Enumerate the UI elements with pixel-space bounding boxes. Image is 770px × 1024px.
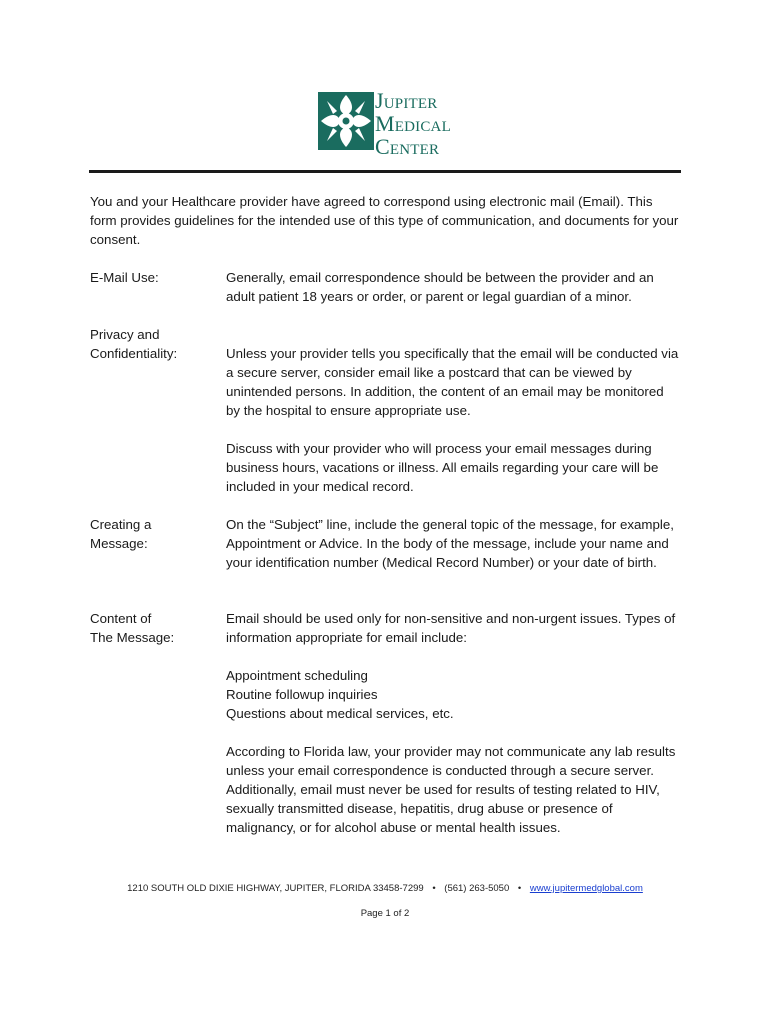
email-use-paragraph: Generally, email correspondence should be between the provider and an adult patient 18 years or order, or parent or legal guardian of a minor. — [226, 270, 654, 304]
privacy-paragraph-1: Unless your provider tells you specifically that the email will be conducted via a secure server, consider email like a postcard that can be viewed by unintended persons. In addition, the content of an email may be monitored by the hospital to ensure appropriate use. — [226, 346, 679, 418]
footer-separator: • — [432, 883, 436, 894]
label-privacy-line1: Privacy and — [90, 327, 160, 342]
creating-paragraph: On the “Subject” line, include the general topic of the message, for example, Appointment or Advice. In the body of the message, include your name and your identification number (Medical Record Number) or your date of birth. — [226, 517, 674, 570]
label-content-message — [90, 609, 220, 647]
footer-contact — [0, 883, 770, 894]
label-content-line1: Content of — [90, 611, 152, 626]
intro-paragraph: You and your Healthcare provider have agreed to correspond using electronic mail (Email). This form provides guidelines for the intended use of this type of communication, and documents for your consent. — [90, 194, 679, 247]
list-item: Appointment scheduling — [226, 668, 368, 683]
section-privacy — [226, 344, 681, 496]
label-creating-message — [90, 515, 220, 553]
header-divider — [89, 170, 681, 173]
label-content-line2: The Message: — [90, 630, 175, 645]
logo-wordmark — [375, 88, 451, 160]
footer-website-link[interactable]: www.jupitermedglobal.com — [529, 883, 643, 894]
list-item: Routine followup inquiries — [226, 687, 378, 702]
section-email-use — [226, 268, 681, 306]
page-number: Page 1 of 2 — [360, 908, 410, 919]
label-creating-line2: Message: — [90, 536, 148, 551]
logo-mark-icon — [318, 92, 374, 150]
label-privacy-line2: Confidentiality: — [90, 346, 178, 361]
content-paragraph-1: Email should be used only for non-sensitive and non-urgent issues. Types of information appropriate for email include: — [226, 611, 676, 645]
footer-separator: • — [517, 883, 522, 894]
logo-line-1: JUPITER — [375, 88, 438, 113]
logo-line-3: CENTER — [375, 134, 440, 159]
privacy-paragraph-2: Discuss with your provider who will process your email messages during business hours, vacations or illness. All emails regarding your care will be included in your medical record. — [226, 441, 659, 494]
label-privacy — [90, 325, 220, 363]
section-creating-message — [226, 515, 681, 572]
footer-address: 1210 SOUTH OLD DIXIE HIGHWAY, JUPITER, FLORIDA 33458-7299 — [127, 883, 424, 894]
label-creating-line1: Creating a — [90, 517, 152, 532]
jupiter-medical-center-logo — [318, 88, 468, 159]
label-email-use: E-Mail Use: — [90, 270, 159, 285]
content-list — [226, 666, 681, 723]
list-item: Questions about medical services, etc. — [226, 706, 454, 721]
footer-phone: (561) 263-5050 — [444, 883, 510, 894]
logo-line-2: MEDICAL — [375, 111, 451, 136]
section-content-message — [226, 609, 681, 837]
content-paragraph-2: According to Florida law, your provider may not communicate any lab results unless your email correspondence is conducted through a secure server. Additionally, email must never be used for results of testing related to HIV, sexually transmitted disease, hepatitis, drug abuse or presence of malignancy, or for alcohol abuse or mental health issues. — [226, 744, 676, 835]
